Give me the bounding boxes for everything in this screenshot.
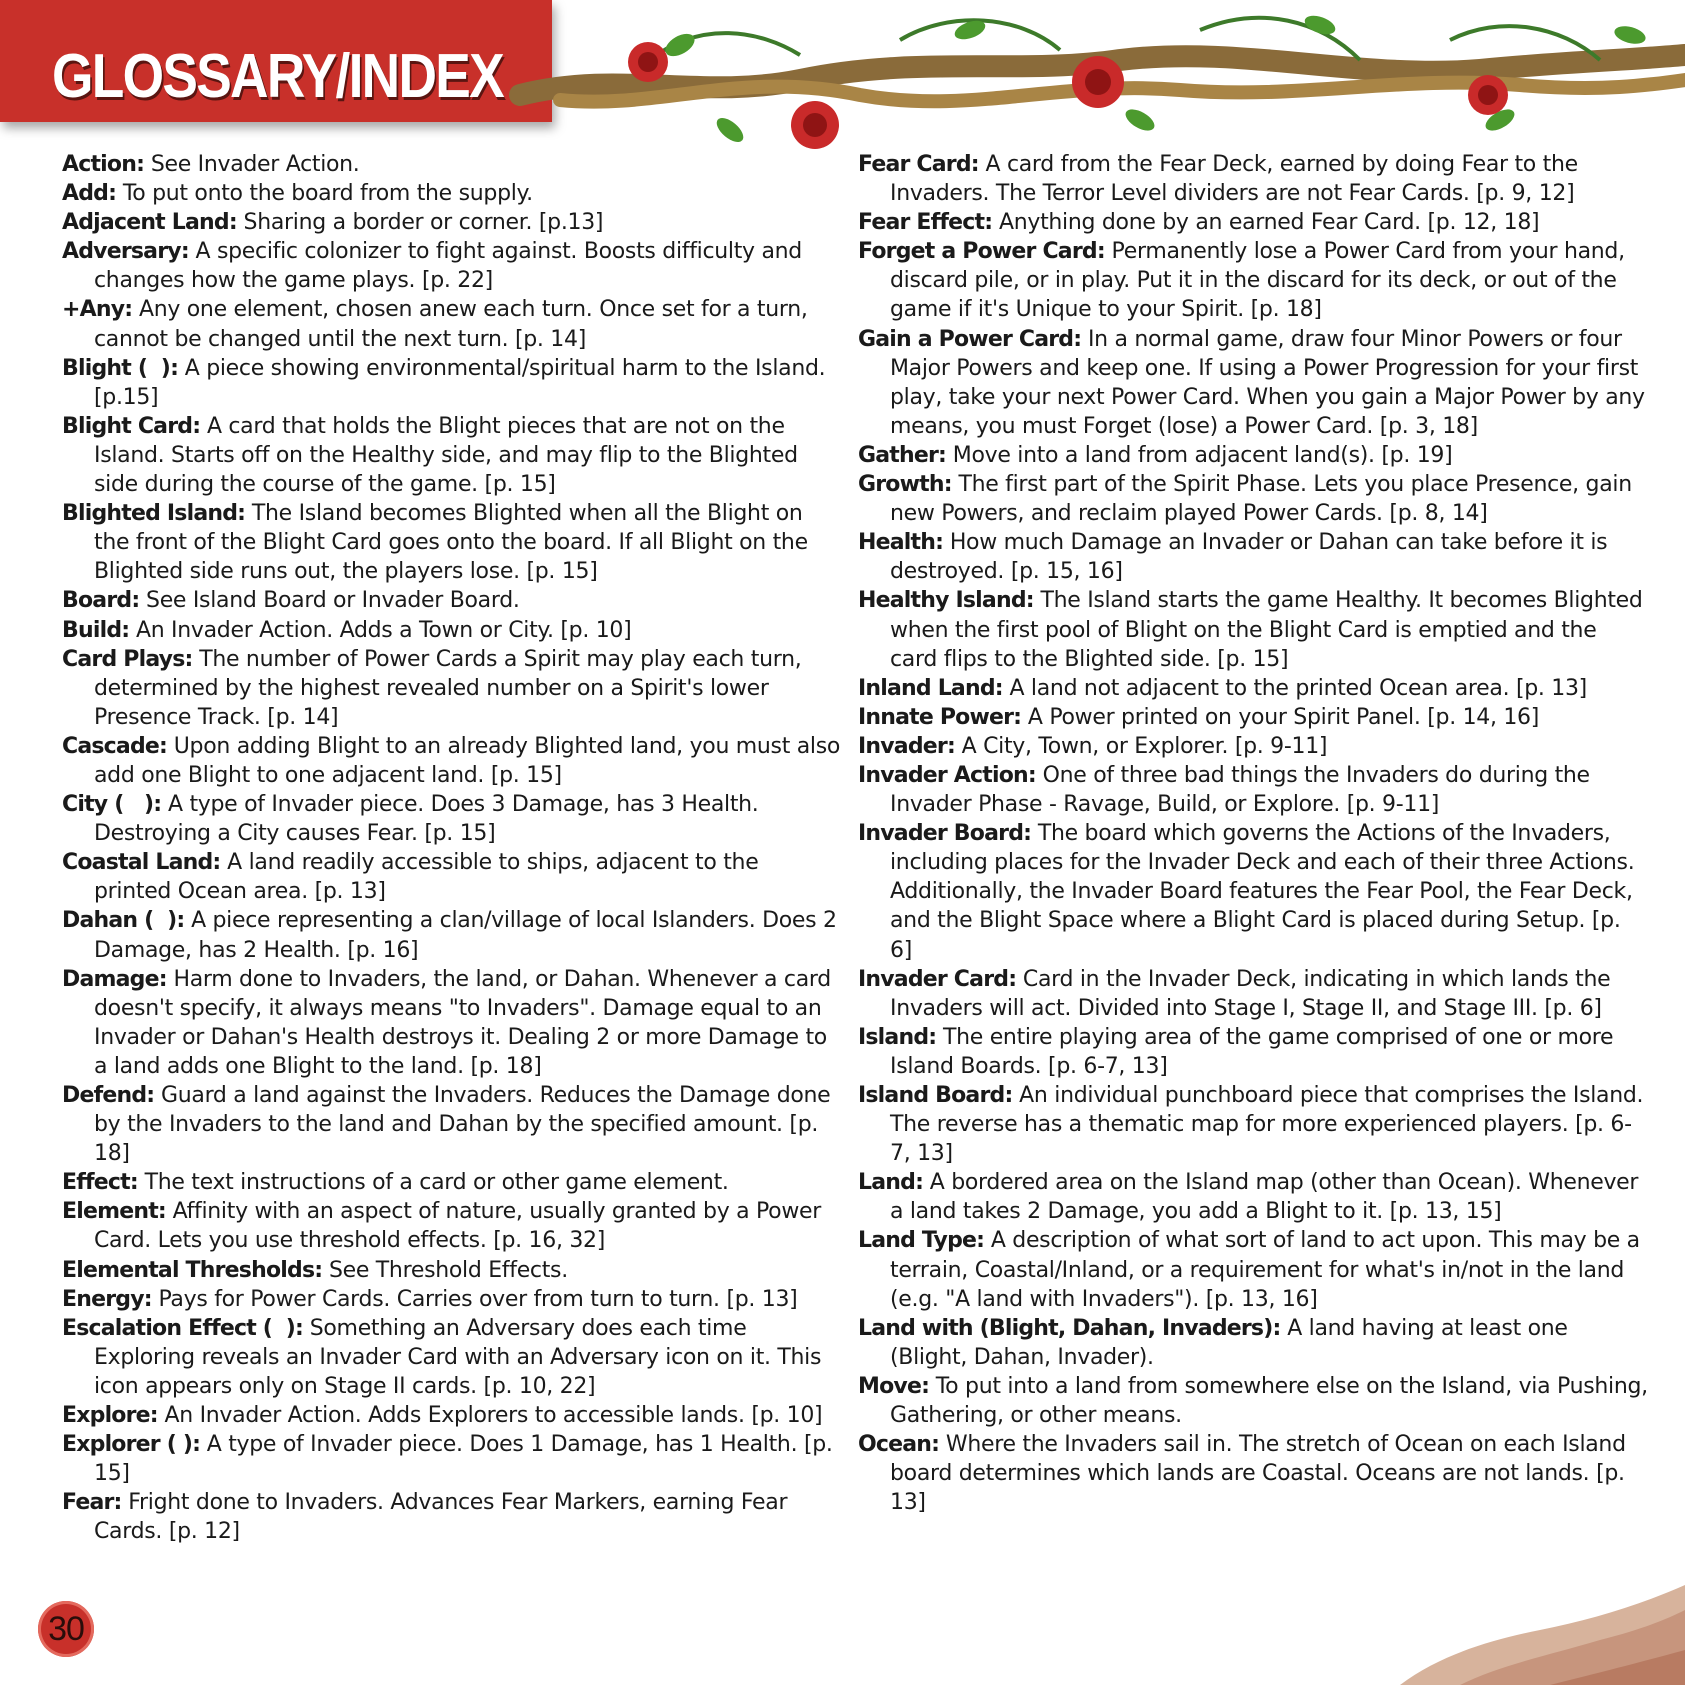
glossary-term: Fear:: [62, 1490, 122, 1516]
page-number-badge: [38, 1601, 94, 1657]
glossary-term: Explore:: [62, 1403, 158, 1429]
glossary-term: Health:: [858, 530, 944, 556]
glossary-term: Gather:: [858, 442, 947, 468]
rock-decoration: [1400, 1585, 1685, 1685]
glossary-definition: Affinity with an aspect of nature, usually granted by a Power Card. Lets you use threshold effects. [p. 16, 32]: [94, 1199, 821, 1254]
glossary-entry: [62, 1081, 842, 1168]
glossary-entry: [62, 1314, 842, 1401]
glossary-definition: See Threshold Effects.: [328, 1257, 568, 1283]
glossary-entry: [858, 1168, 1648, 1226]
title-banner: [0, 0, 552, 122]
glossary-term: Build:: [62, 617, 130, 643]
glossary-entry: [62, 1401, 842, 1430]
glossary-definition: A specific colonizer to fight against. Boosts difficulty and changes how the game plays. [p. 22]: [94, 239, 802, 294]
glossary-entry: [858, 325, 1648, 441]
glossary-entry: [858, 1430, 1648, 1517]
glossary-entry: [858, 150, 1648, 208]
glossary-entry: [858, 674, 1648, 703]
glossary-entry: [858, 703, 1648, 732]
glossary-term: Healthy Island:: [858, 588, 1034, 614]
glossary-definition: Card in the Invader Deck, indicating in which lands the Invaders will act. Divided into Stage I, Stage II, and Stage III. [p. 6]: [890, 966, 1611, 1021]
glossary-term: Invader Card:: [858, 966, 1017, 992]
glossary-term: Effect:: [62, 1170, 138, 1196]
glossary-entry: [858, 237, 1648, 324]
glossary-entry: [62, 208, 842, 237]
glossary-entry: [62, 150, 842, 179]
glossary-definition: To put into a land from somewhere else on the Island, via Pushing, Gathering, or other means.: [890, 1373, 1648, 1429]
glossary-definition: The entire playing area of the game comprised of one or more Island Boards. [p. 6-7, 13]: [890, 1024, 1614, 1079]
glossary-term: Land Type:: [858, 1228, 985, 1254]
glossary-term: Growth:: [858, 472, 952, 498]
glossary-definition: A type of Invader piece. Does 3 Damage, has 3 Health. Destroying a City causes Fear. [p. 15]: [94, 792, 759, 847]
glossary-definition: A land having at least one (Blight, Dahan, Invader).: [890, 1315, 1568, 1370]
glossary-entry: [62, 616, 842, 645]
glossary-definition: A description of what sort of land to act upon. This may be a terrain, Coastal/Inland, or a requirement for what's in/not in the land (e.g. "A land with Invaders"). [p. 13, 16]: [890, 1228, 1640, 1312]
glossary-definition: Guard a land against the Invaders. Reduces the Damage done by the Invaders to the land and Dahan by the specified amount. [p. 18]: [94, 1083, 831, 1167]
glossary-term: +Any:: [62, 297, 133, 323]
glossary-term: Defend:: [62, 1083, 155, 1108]
glossary-term: Energy:: [62, 1286, 152, 1312]
glossary-entry: [62, 499, 842, 586]
glossary-term: Element:: [62, 1199, 166, 1225]
glossary-entry: [858, 732, 1648, 761]
glossary-definition: To put onto the board from the supply.: [122, 181, 533, 207]
glossary-definition: The first part of the Spirit Phase. Lets you place Presence, gain new Powers, and reclaim played Power Cards. [p. 8, 14]: [890, 472, 1632, 527]
glossary-definition: A bordered area on the Island map (other than Ocean). Whenever a land takes 2 Damage, you add a Blight to it. [p. 13, 15]: [890, 1170, 1639, 1225]
glossary-entry: [858, 1372, 1648, 1430]
glossary-term: Adjacent Land:: [62, 210, 237, 236]
glossary-definition: Any one element, chosen anew each turn. Once set for a turn, cannot be changed until the next turn. [p. 14]: [94, 297, 808, 352]
glossary-entry: [62, 295, 842, 353]
vine-decoration: [500, 0, 1685, 170]
glossary-term: City ( ):: [62, 792, 162, 818]
glossary-term: Invader Action:: [858, 762, 1036, 788]
glossary-term: Blighted Island:: [62, 501, 246, 527]
glossary-term: Escalation Effect ( ):: [62, 1315, 304, 1341]
glossary-definition: A land not adjacent to the printed Ocean area. [p. 13]: [1009, 675, 1587, 701]
glossary-entry: [62, 1430, 842, 1488]
glossary-term: Invader Board:: [858, 821, 1032, 847]
glossary-entry: [62, 179, 842, 208]
glossary-entry: [62, 848, 842, 906]
glossary-definition: A City, Town, or Explorer. [p. 9-11]: [961, 733, 1328, 759]
glossary-definition: A card that holds the Blight pieces that are not on the Island. Starts off on the Healthy side, and may flip to the Blighted side during the course of the game. [p. 15]: [94, 413, 798, 498]
glossary-term: Innate Power:: [858, 704, 1022, 730]
glossary-definition: See Invader Action.: [150, 152, 360, 177]
glossary-entry: [858, 761, 1648, 819]
glossary-entry: [62, 645, 842, 732]
glossary-term: Cascade:: [62, 733, 168, 759]
glossary-entry: [62, 790, 842, 848]
glossary-definition: Fright done to Invaders. Advances Fear Markers, earning Fear Cards. [p. 12]: [94, 1490, 788, 1545]
glossary-entry: [62, 1197, 842, 1255]
glossary-entry: [858, 441, 1648, 470]
glossary-entry: [858, 1314, 1648, 1372]
glossary-definition: The Island starts the game Healthy. It becomes Blighted when the first pool of Blight on the Blight Card is emptied and the card flips to the Blighted side. [p. 15]: [890, 588, 1643, 672]
glossary-definition: An Invader Action. Adds a Town or City. [p. 10]: [135, 617, 632, 643]
glossary-term: Add:: [62, 181, 117, 207]
glossary-entry: [62, 237, 842, 295]
glossary-term: Fear Effect:: [858, 210, 993, 236]
glossary-entry: [62, 354, 842, 412]
glossary-definition: Harm done to Invaders, the land, or Dahan. Whenever a card doesn't specify, it always means "to Invaders". Damage equal to an Invader or Dahan's Health destroys it. Dealing 2 or more Damage to a land adds one Blight to the land. [p. 18]: [94, 966, 831, 1079]
glossary-entry: [858, 819, 1648, 964]
glossary-definition: The board which governs the Actions of the Invaders, including places for the Invader Deck and each of their three Actions. Additionally, the Invader Board features the Fear Pool, the Fear Deck, and the Blight Space where a Blight Card is placed during Setup. [p. 6]: [890, 821, 1635, 963]
glossary-entry: [858, 586, 1648, 673]
glossary-term: Card Plays:: [62, 646, 193, 672]
glossary-definition: The number of Power Cards a Spirit may play each turn, determined by the highest revealed number on a Spirit's lower Presence Track. [p. 14]: [94, 646, 802, 730]
glossary-term: Ocean:: [858, 1432, 940, 1458]
glossary-entry: [62, 1285, 842, 1314]
glossary-term: Board:: [62, 588, 140, 614]
glossary-definition: A type of Invader piece. Does 1 Damage, has 1 Health. [p. 15]: [94, 1432, 833, 1487]
glossary-definition: One of three bad things the Invaders do during the Invader Phase - Ravage, Build, or Explore. [p. 9-11]: [890, 762, 1590, 818]
glossary-term: Land with (Blight, Dahan, Invaders):: [858, 1315, 1281, 1341]
glossary-definition: Where the Invaders sail in. The stretch of Ocean on each Island board determines which lands are Coastal. Oceans are not lands. [p. 13]: [890, 1432, 1626, 1516]
glossary-term: Dahan ( ):: [62, 908, 185, 934]
glossary-entry: [858, 470, 1648, 528]
glossary-term: Damage:: [62, 966, 167, 992]
glossary-term: Gain a Power Card:: [858, 326, 1082, 352]
glossary-definition: The text instructions of a card or other game element.: [144, 1170, 729, 1196]
glossary-term: Blight ( ):: [62, 355, 179, 381]
glossary-term: Land:: [858, 1170, 924, 1196]
glossary-definition: Pays for Power Cards. Carries over from turn to turn. [p. 13]: [158, 1286, 798, 1312]
page-number: 30: [48, 1609, 84, 1648]
glossary-entry: [858, 1081, 1648, 1168]
glossary-definition: A card from the Fear Deck, earned by doing Fear to the Invaders. The Terror Level dividers are not Fear Cards. [p. 9, 12]: [890, 152, 1578, 207]
glossary-definition: A piece showing environmental/spiritual harm to the Island. [p.15]: [94, 355, 826, 410]
glossary-entry: [858, 208, 1648, 237]
page-title: GLOSSARY/INDEX: [52, 42, 503, 111]
glossary-definition: In a normal game, draw four Minor Powers or four Major Powers and keep one. If using a Power Progression for your first play, take your next Power Card. When you gain a Major Power by any means, you must Forget (lose) a Power Card. [p. 3, 18]: [890, 326, 1645, 439]
glossary-term: Explorer ( ):: [62, 1432, 201, 1458]
glossary-definition: Upon adding Blight to an already Blighted land, you must also add one Blight to one adjacent land. [p. 15]: [94, 733, 841, 788]
glossary-definition: Something an Adversary does each time Exploring reveals an Invader Card with an Adversary icon on it. This icon appears only on Stage II cards. [p. 10, 22]: [94, 1315, 822, 1399]
glossary-term: Adversary:: [62, 239, 189, 265]
glossary-term: Elemental Thresholds:: [62, 1257, 323, 1283]
glossary-term: Island Board:: [858, 1083, 1013, 1108]
glossary-entry: [858, 1023, 1648, 1081]
glossary-entry: [62, 906, 842, 964]
glossary-entry: [62, 412, 842, 499]
glossary-entry: [858, 965, 1648, 1023]
glossary-definition: A piece representing a clan/village of local Islanders. Does 2 Damage, has 2 Health. [p. 16]: [94, 908, 837, 963]
glossary-term: Move:: [858, 1373, 930, 1399]
glossary-definition: See Island Board or Invader Board.: [146, 588, 520, 614]
glossary-term: Island:: [858, 1024, 937, 1050]
glossary-term: Fear Card:: [858, 152, 979, 177]
glossary-entry: [858, 1226, 1648, 1313]
glossary-term: Blight Card:: [62, 413, 201, 439]
glossary-term: Forget a Power Card:: [858, 239, 1105, 265]
glossary-entry: [62, 586, 842, 615]
glossary-term: Coastal Land:: [62, 850, 221, 876]
glossary-entry: [62, 732, 842, 790]
glossary-definition: Move into a land from adjacent land(s). [p. 19]: [952, 442, 1453, 468]
glossary-term: Invader:: [858, 733, 955, 759]
glossary-definition: Anything done by an earned Fear Card. [p. 12, 18]: [998, 210, 1540, 236]
glossary-definition: An Invader Action. Adds Explorers to accessible lands. [p. 10]: [164, 1403, 823, 1429]
glossary-right-column: [858, 150, 1648, 1517]
glossary-definition: Sharing a border or corner. [p.13]: [243, 210, 604, 236]
glossary-entry: [62, 1256, 842, 1285]
glossary-definition: Permanently lose a Power Card from your hand, discard pile, or in play. Put it in the discard for its deck, or out of the game if it's Unique to your Spirit. [p. 18]: [890, 239, 1625, 323]
glossary-definition: The Island becomes Blighted when all the Blight on the front of the Blight Card goes onto the board. If all Blight on the Blighted side runs out, the players lose. [p. 15]: [94, 501, 808, 585]
glossary-entry: [62, 1168, 842, 1197]
glossary-entry: [62, 965, 842, 1081]
glossary-entry: [858, 528, 1648, 586]
glossary-definition: A Power printed on your Spirit Panel. [p. 14, 16]: [1027, 704, 1540, 730]
glossary-entry: [62, 1488, 842, 1546]
glossary-definition: An individual punchboard piece that comprises the Island. The reverse has a thematic map for more experienced players. [p. 6-7, 13]: [890, 1083, 1644, 1167]
glossary-term: Inland Land:: [858, 675, 1003, 701]
glossary-left-column: [62, 150, 842, 1547]
glossary-definition: A land readily accessible to ships, adjacent to the printed Ocean area. [p. 13]: [94, 850, 759, 905]
glossary-term: Action:: [62, 152, 145, 177]
glossary-definition: How much Damage an Invader or Dahan can take before it is destroyed. [p. 15, 16]: [890, 530, 1608, 585]
